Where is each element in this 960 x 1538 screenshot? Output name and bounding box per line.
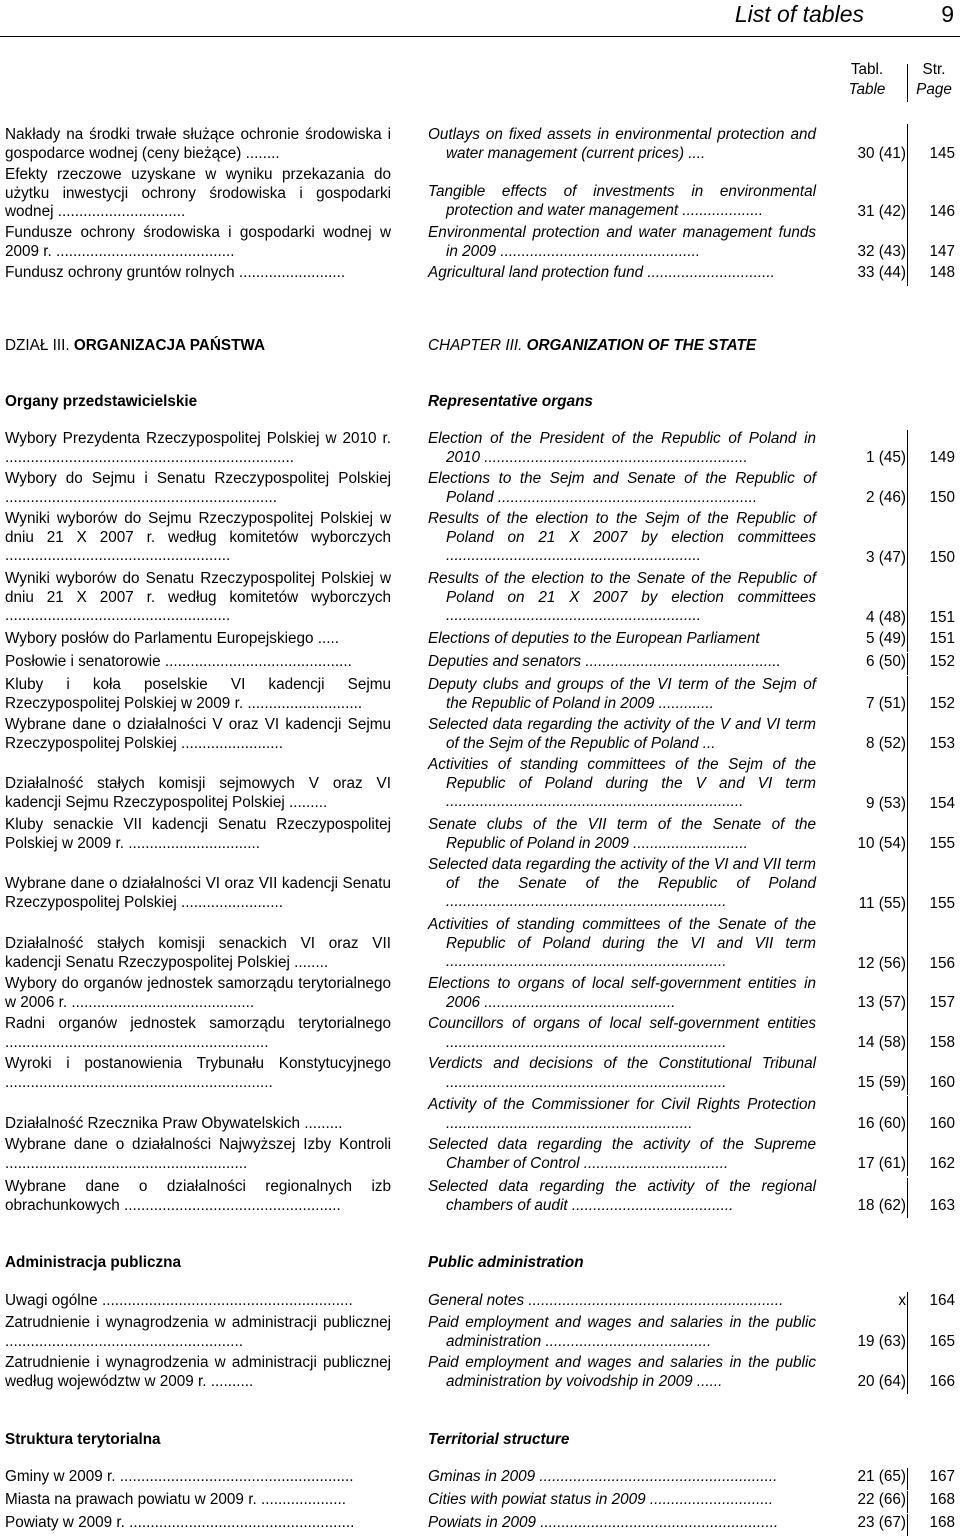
toc-entry-pl: Zatrudnienie i wynagrodzenia w administracji publicznej według województw w 2009 r. .......... [5,1354,391,1390]
toc-page-number: 166 [929,1373,955,1390]
toc-entry-pl: Wyniki wyborów do Senatu Rzeczypospolitej Polskiej w dniu 21 X 2007 r. według komitetów wyborczych ..................................................... [5,570,391,624]
toc-entry-en-text: Deputy clubs and groups of the VI term of the Sejm of the Republic of Poland in 2009 ............. [428,676,816,712]
chapter-title-en: ORGANIZATION OF THE STATE [526,337,757,354]
toc-entry-pl: Posłowie i senatorowie ............................................ [5,653,352,670]
toc-entry-pl: Zatrudnienie i wynagrodzenia w administracji publicznej ........................................................ [5,1314,391,1350]
toc-entry-en [428,1468,816,1487]
toc-row[interactable] [0,1491,960,1513]
toc-page-number: 168 [929,1514,955,1531]
toc-page-number: 156 [929,955,955,972]
chapter-prefix-en: CHAPTER III. [428,337,523,354]
toc-table-number: 10 (54) [857,835,906,852]
chapter-title-pl: ORGANIZACJA PAŃSTWA [73,337,266,354]
toc-row[interactable] [0,856,960,916]
toc-table-number: 5 (49) [866,630,906,647]
toc-entry-en-text: Selected data regarding the activity of the regional chambers of audit ...................................... [428,1178,816,1214]
column-divider [907,1096,908,1136]
toc-entry-en [428,1514,816,1533]
column-divider [907,1314,908,1354]
toc-entry-en [428,1055,816,1092]
section-heading-pl: Administracja publiczna [5,1254,181,1271]
column-divider [907,1491,908,1513]
section-heading-en: Representative organs [428,393,593,410]
toc-table-number: 33 (44) [857,264,906,281]
toc-entry-en [428,756,816,812]
toc-table-number: 15 (59) [857,1074,906,1091]
toc-entry-en [428,183,816,220]
toc-entry-pl: Fundusz ochrony gruntów rolnych ......................... [5,264,346,281]
toc-table-number: 3 (47) [866,549,906,566]
toc-table-number: 17 (61) [857,1155,906,1172]
toc-table-number: 22 (66) [857,1491,906,1508]
column-divider [907,756,908,816]
toc-entry-en-text: General notes ............................................................ [428,1292,784,1309]
toc-page-number: 145 [929,145,955,162]
toc-row[interactable] [0,1136,960,1176]
column-divider [907,1178,908,1218]
page-number: 9 [941,1,954,27]
toc-row[interactable] [0,1292,960,1314]
toc-page-number: 147 [929,243,955,260]
toc-table-number: 23 (67) [857,1514,906,1531]
page-header [0,0,960,40]
toc-entry-en-text: Paid employment and wages and salaries in the public administration ....................................... [428,1314,816,1350]
chapter-heading-en [428,337,756,355]
column-headers [0,60,960,102]
toc-entry-en-text: Selected data regarding the activity of the Supreme Chamber of Control .................................. [428,1136,816,1172]
toc-entry-en [428,1015,816,1052]
toc-entry-en-text: Gminas in 2009 ........................................................ [428,1468,778,1485]
toc-entry-en [428,975,816,1012]
toc-page-number: 146 [929,203,955,220]
toc-row[interactable] [0,756,960,816]
column-divider [907,570,908,630]
toc-entry-en-text: Powiats in 2009 ........................................................ [428,1514,779,1531]
toc-entry-en [428,653,816,672]
toc-entry-en [428,1178,816,1215]
toc-row[interactable] [0,1055,960,1095]
toc-page-number: 160 [929,1074,955,1091]
column-divider [907,653,908,675]
toc-entry-en-text: Councillors of organs of local self-government entities .................................................................. [428,1015,816,1051]
toc-table-number: 7 (51) [866,695,906,712]
toc-row[interactable] [0,430,960,470]
toc-entry-en [428,856,816,912]
toc-table-number: 16 (60) [857,1115,906,1132]
toc-entry-en-text: Cities with powiat status in 2009 ............................. [428,1491,774,1508]
toc-entry-pl: Wybrane dane o działalności Najwyższej Izby Kontroli ......................................................... [5,1136,391,1172]
toc-entry-pl: Uwagi ogólne ........................................................... [5,1292,353,1309]
toc-row[interactable] [0,570,960,630]
page-column-header [908,60,960,100]
toc-table-number: 12 (56) [857,955,906,972]
column-divider [907,716,908,756]
toc-entry-en [428,430,816,467]
toc-table-number: 9 (53) [866,795,906,812]
toc-entry-en-text: Senate clubs of the VII term of the Senate of the Republic of Poland in 2009 ........................... [428,816,816,852]
toc-table-number: 2 (46) [866,489,906,506]
toc-entry-pl: Wybory posłów do Parlamentu Europejskiego ..... [5,630,340,647]
toc-page-number: 167 [929,1468,955,1485]
toc-row[interactable] [0,1178,960,1218]
toc-entry-en-text: Selected data regarding the activity of the VI and VII term of the Senate of the Republic of Poland .................................................................. [428,856,816,910]
column-divider [907,264,908,286]
toc-entry-en [428,916,816,972]
toc-entry-en [428,264,816,283]
toc-entry-en-text: Activities of standing committees of the Senate of the Republic of Poland during the VI and VII term .................................................................. [428,916,816,970]
toc-entry-en [428,1096,816,1133]
toc-entry-pl: Wybory Prezydenta Rzeczypospolitej Polskiej w 2010 r. .................................................................... [5,430,391,466]
toc-entry-pl: Powiaty w 2009 r. ..................................................... [5,1514,355,1531]
column-divider [907,816,908,856]
toc-page-number: 149 [929,449,955,466]
toc-page-number: 152 [929,653,955,670]
toc-table-number: 6 (50) [866,653,906,670]
toc-entry-pl: Wybory do organów jednostek samorządu terytorialnego w 2006 r. ........................................... [5,975,391,1011]
toc-table-number: 11 (55) [858,895,906,912]
toc-row[interactable] [0,1096,960,1136]
toc-entry-pl: Fundusze ochrony środowiska i gospodarki wodnej w 2009 r. .......................................... [5,224,391,260]
toc-table-number: 20 (64) [857,1373,906,1390]
toc-entry-pl: Kluby senackie VII kadencji Senatu Rzeczypospolitej Polskiej w 2009 r. ............................... [5,816,391,852]
toc-entry-en-text: Outlays on fixed assets in environmental protection and water management (current prices) .... [428,126,816,162]
toc-entry-en-text: Activity of the Commissioner for Civil Rights Protection .......................................................... [428,1096,816,1132]
column-divider [907,1015,908,1055]
toc-entry-en-text: Elections to the Sejm and Senate of the Republic of Poland ............................................................. [428,470,816,506]
toc-entry-en-text: Elections to organs of local self-government entities in 2006 ............................................. [428,975,816,1011]
toc-entry-pl: Nakłady na środki trwałe służące ochronie środowiska i gospodarce wodnej (ceny bieżące) ........ [5,126,391,162]
toc-entry-en-text: Verdicts and decisions of the Constitutional Tribunal .................................................................. [428,1055,816,1091]
column-divider [907,676,908,716]
toc-entry-en-text: Agricultural land protection fund .............................. [428,264,775,281]
toc-page-number: 151 [929,609,955,626]
toc-page-number: 150 [929,549,955,566]
toc-entry-pl: Wybrane dane o działalności VI oraz VII kadencji Senatu Rzeczypospolitej Polskiej ........................ [5,875,391,911]
column-divider [907,916,908,976]
column-divider [907,975,908,1015]
toc-table-number: 14 (58) [857,1034,906,1051]
toc-table-number: 8 (52) [866,735,906,752]
toc-entry-en [428,716,816,753]
toc-row[interactable] [0,124,960,164]
toc-row[interactable] [0,816,960,856]
toc-entry-en-text: Elections of deputies to the European Parliament [428,630,760,647]
toc-entry-pl: Wybrane dane o działalności regionalnych izb obrachunkowych ................................................... [5,1178,391,1214]
toc-entry-en [428,470,816,507]
table-column-header-pl: Tabl. [850,61,884,78]
toc-entry-pl: Wyroki i postanowienia Trybunału Konstytucyjnego ............................................................... [5,1055,391,1091]
section-heading-pl: Struktura terytorialna [5,1431,161,1448]
toc-page-number: 165 [929,1333,955,1350]
toc-row[interactable] [0,716,960,756]
toc-entry-en [428,676,816,713]
toc-entry-en [428,1354,816,1391]
column-divider [907,1136,908,1176]
toc-entry-en [428,224,816,261]
toc-row[interactable] [0,653,960,675]
toc-table-number: 18 (62) [857,1197,906,1214]
toc-entry-pl: Gminy w 2009 r. ....................................................... [5,1468,354,1485]
toc-entry-en-text: Results of the election to the Senate of the Republic of Poland on 21 X 2007 by election committees ............................................................ [428,570,816,624]
toc-table-number: 1 (45) [866,449,906,466]
toc-entry-pl: Działalność stałych komisji senackich VI oraz VII kadencji Senatu Rzeczypospolitej Polskiej ........ [5,935,391,971]
column-divider [907,124,908,164]
toc-table-number: x [898,1292,906,1309]
toc-entry-pl: Efekty rzeczowe uzyskane w wyniku przekazania do użytku inwestycji ochrony środowiska i gospodarki wodnej .............................. [5,166,391,220]
toc-page-number: 153 [929,735,955,752]
toc-page-number: 150 [929,489,955,506]
column-divider [907,430,908,470]
toc-table-number: 30 (41) [857,145,906,162]
toc-entry-pl: Miasta na prawach powiatu w 2009 r. .................... [5,1491,346,1508]
toc-page-number: 148 [929,264,955,281]
toc-row[interactable] [0,470,960,510]
toc-entry-pl: Wyniki wyborów do Sejmu Rzeczypospolitej Polskiej w dniu 21 X 2007 r. według komitetów wyborczych ..................................................... [5,510,391,564]
toc-row[interactable] [0,224,960,264]
toc-entry-pl: Wybory do Sejmu i Senatu Rzeczypospolitej Polskiej ................................................................ [5,470,391,506]
toc-page-number: 154 [929,795,955,812]
toc-entry-en-text: Deputies and senators .............................................. [428,653,781,670]
toc-entry-en [428,816,816,853]
column-divider [907,1292,908,1314]
toc-entry-en-text: Paid employment and wages and salaries in the public administration by voivodship in 2009 ...... [428,1354,816,1390]
column-divider [907,630,908,652]
toc-entry-pl: Wybrane dane o działalności V oraz VI kadencji Sejmu Rzeczypospolitej Polskiej ........................ [5,716,391,752]
toc-entry-en [428,510,816,566]
toc-row[interactable] [0,676,960,716]
toc-row[interactable] [0,630,960,652]
toc-table-number: 4 (48) [866,609,906,626]
column-divider [907,1514,908,1536]
toc-entry-en [428,124,816,163]
toc-row[interactable] [0,916,960,976]
toc-entry-en [428,570,816,626]
toc-page-number: 164 [929,1292,955,1309]
toc-entry-en-text: Tangible effects of investments in environmental protection and water management ................... [428,183,816,219]
toc-entry-en-text: Election of the President of the Republic of Poland in 2010 .............................................................. [428,430,816,466]
toc-entry-en-text: Selected data regarding the activity of the V and VI term of the Sejm of the Republic of Poland ... [428,716,816,752]
toc-table-number: 19 (63) [857,1333,906,1350]
column-divider [907,1354,908,1394]
toc-entry-en-text: Activities of standing committees of the Sejm of the Republic of Poland during the V and VI term ...................................................................... [428,756,816,810]
page-column-header-pl: Str. [922,61,946,78]
section-heading-pl: Organy przedstawicielskie [5,393,198,410]
toc-page-number: 168 [929,1491,955,1508]
table-column-header [834,60,900,100]
toc-page-number: 155 [929,895,955,912]
toc-entry-en [428,1314,816,1351]
toc-entry-en [428,630,816,649]
table-column-header-en: Table [848,81,886,98]
chapter-prefix-pl: DZIAŁ III. [5,337,70,354]
toc-page-number: 157 [929,994,955,1011]
page-column-header-en: Page [916,81,952,98]
toc-page-number: 162 [929,1155,955,1172]
toc-entry-en-text: Environmental protection and water management funds in 2009 ............................................... [428,224,816,260]
toc-entry-en [428,1136,816,1173]
toc-table-number: 32 (43) [857,243,906,260]
toc-row[interactable] [0,1354,960,1394]
column-divider [907,1055,908,1095]
toc-entry-pl: Działalność stałych komisji sejmowych V oraz VI kadencji Sejmu Rzeczypospolitej Polskiej ......... [5,775,391,811]
section-heading-en: Public administration [428,1254,584,1271]
column-divider [907,510,908,570]
toc-row[interactable] [0,1468,960,1490]
toc-row[interactable] [0,1015,960,1055]
toc-row[interactable] [0,1514,960,1536]
toc-table-number: 21 (65) [857,1468,906,1485]
toc-entry-pl: Kluby i koła poselskie VI kadencji Sejmu Rzeczypospolitej Polskiej w 2009 r. ........................... [5,676,391,712]
column-divider [907,164,908,224]
toc-page-number: 160 [929,1115,955,1132]
toc-page-number: 158 [929,1034,955,1051]
toc-entry-pl: Radni organów jednostek samorządu terytorialnego .............................................................. [5,1015,391,1051]
toc-page-number: 151 [929,630,955,647]
chapter-heading-pl [5,337,265,355]
header-divider [0,36,960,37]
column-divider [907,470,908,510]
toc-row[interactable] [0,164,960,224]
section-heading-en: Territorial structure [428,1431,570,1448]
toc-entry-en-text: Results of the election to the Sejm of the Republic of Poland on 21 X 2007 by election committees ............................................................ [428,510,816,564]
column-divider [907,1468,908,1490]
toc-page-number: 152 [929,695,955,712]
toc-row[interactable] [0,975,960,1015]
toc-page-number: 155 [929,835,955,852]
toc-row[interactable] [0,510,960,570]
toc-row[interactable] [0,1314,960,1354]
toc-entry-en [428,1491,816,1510]
column-divider [907,224,908,264]
column-divider [907,856,908,916]
toc-row[interactable] [0,264,960,286]
page-header-title: List of tables [734,1,864,27]
toc-table-number: 13 (57) [857,994,906,1011]
toc-table-number: 31 (42) [857,203,906,220]
toc-entry-pl: Działalność Rzecznika Praw Obywatelskich ......... [5,1115,343,1132]
toc-page-number: 163 [929,1197,955,1214]
toc-entry-en [428,1292,816,1311]
